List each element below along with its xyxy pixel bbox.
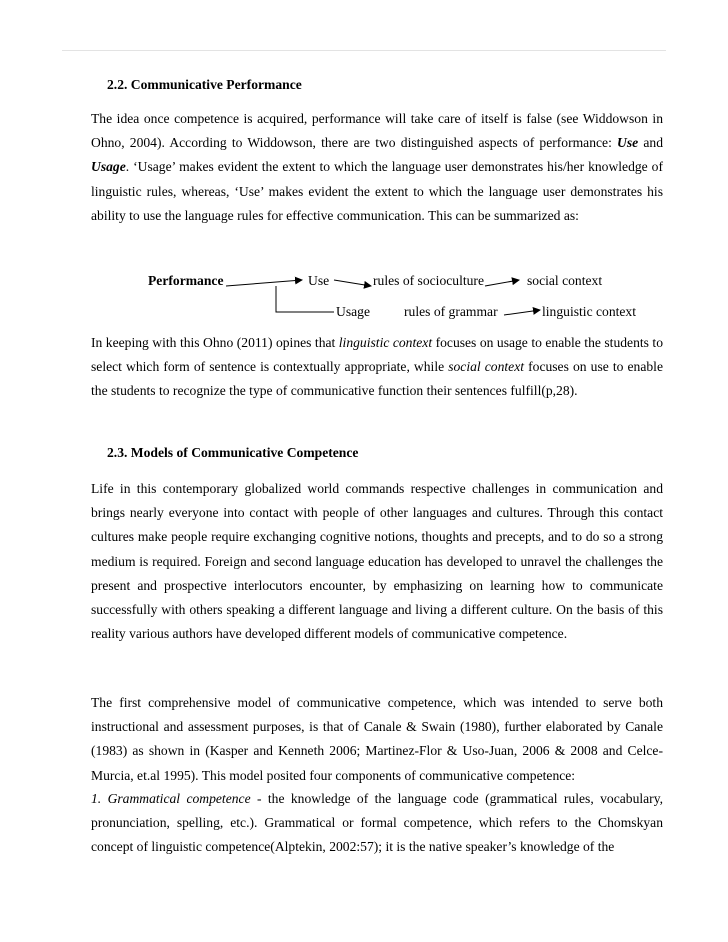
arrow-grammar-linguistic xyxy=(504,310,540,315)
para-text: The idea once competence is acquired, performance will take care of itself is false (see Widdowson in Ohno, 2004). According to Widdowson, there are two distinguished aspects of performance: xyxy=(91,111,663,151)
term-linguistic-context: linguistic context xyxy=(338,335,433,350)
paragraph-ohno-context xyxy=(91,331,663,404)
arrow-socioculture-social xyxy=(485,280,519,286)
para-text: . ‘Usage’ makes evident the extent to which the language user demonstrates his/her knowledge of linguistic rules, whereas, ‘Use’ makes evident the extent to which the language user demonstrates his ability to use the language rules for effective communication. This can be summarized as: xyxy=(91,159,663,223)
paragraph-canale-swain: The first comprehensive model of communicative competence, which was intended to serve both instructional and assessment purposes, is that of Canale & Swain (1980), further elaborated by Canale (1983) as shown in (Kasper and Kenneth 2006; Martinez-Flor & Uso-Juan, 2006 & 2008 and Celce-Murcia, et.al 1995). This model posited four components of communicative competence: xyxy=(91,695,663,783)
para-text: In keeping with this Ohno (2011) opines that xyxy=(91,335,339,350)
paragraph-performance-intro xyxy=(91,107,663,228)
page-top-rule xyxy=(62,50,666,51)
paragraph-grammatical-competence xyxy=(91,787,663,860)
diagram-socioculture-label: rules of socioculture xyxy=(373,273,484,288)
diagram-performance-label: Performance xyxy=(148,273,224,288)
term-social-context: social context xyxy=(448,359,525,375)
diagram-linguistic-context-label: linguistic context xyxy=(542,304,637,319)
section-heading-2-2: 2.2. Communicative Performance xyxy=(107,77,302,92)
arrow-use-socioculture xyxy=(334,280,371,286)
para-text: - the knowledge of the language code (grammatical rules, vocabulary, pronunciation, spelling, etc.). Grammatical or formal competence, which refers to the Chomskyan concept of linguistic competence(Alptekin, 2002:57); it is the native speaker’s knowledge of the xyxy=(91,791,664,855)
term-grammatical-competence: 1. Grammatical competence xyxy=(91,791,251,806)
para-text: focuses on use to enable the students to recognize the type of communicative function their sentences fulfill(p,28). xyxy=(91,359,663,399)
diagram-usage-label: Usage xyxy=(336,304,370,319)
paragraph-globalized-world: Life in this contemporary globalized world commands respective challenges in communication and brings nearly everyone into contact with people of other languages and cultures. Through this contact cultures make people require exchanging cognitive notions, thoughts and precepts, and to do so a strong medium is required. Foreign and second language education has developed to unravel the challenges the present and prospective interlocutors encounter, by emphasizing on learning how to communicate successfully with others speaking a different language and living a different culture. On the basis of this reality various authors have developed different models of communicative competence. xyxy=(91,481,663,642)
arrow-performance-use xyxy=(226,280,302,286)
section-heading-2-3: 2.3. Models of Communicative Competence xyxy=(107,445,359,460)
term-usage: Usage xyxy=(91,159,126,175)
term-use: Use xyxy=(617,135,639,151)
diagram-grammar-label: rules of grammar xyxy=(404,304,498,319)
para-text: focuses on usage to enable the students to select which form of sentence is contextually appropriate, while xyxy=(91,335,663,375)
para-text: and xyxy=(638,135,663,151)
diagram-use-label: Use xyxy=(308,273,330,288)
diagram-social-context-label: social context xyxy=(527,273,603,288)
